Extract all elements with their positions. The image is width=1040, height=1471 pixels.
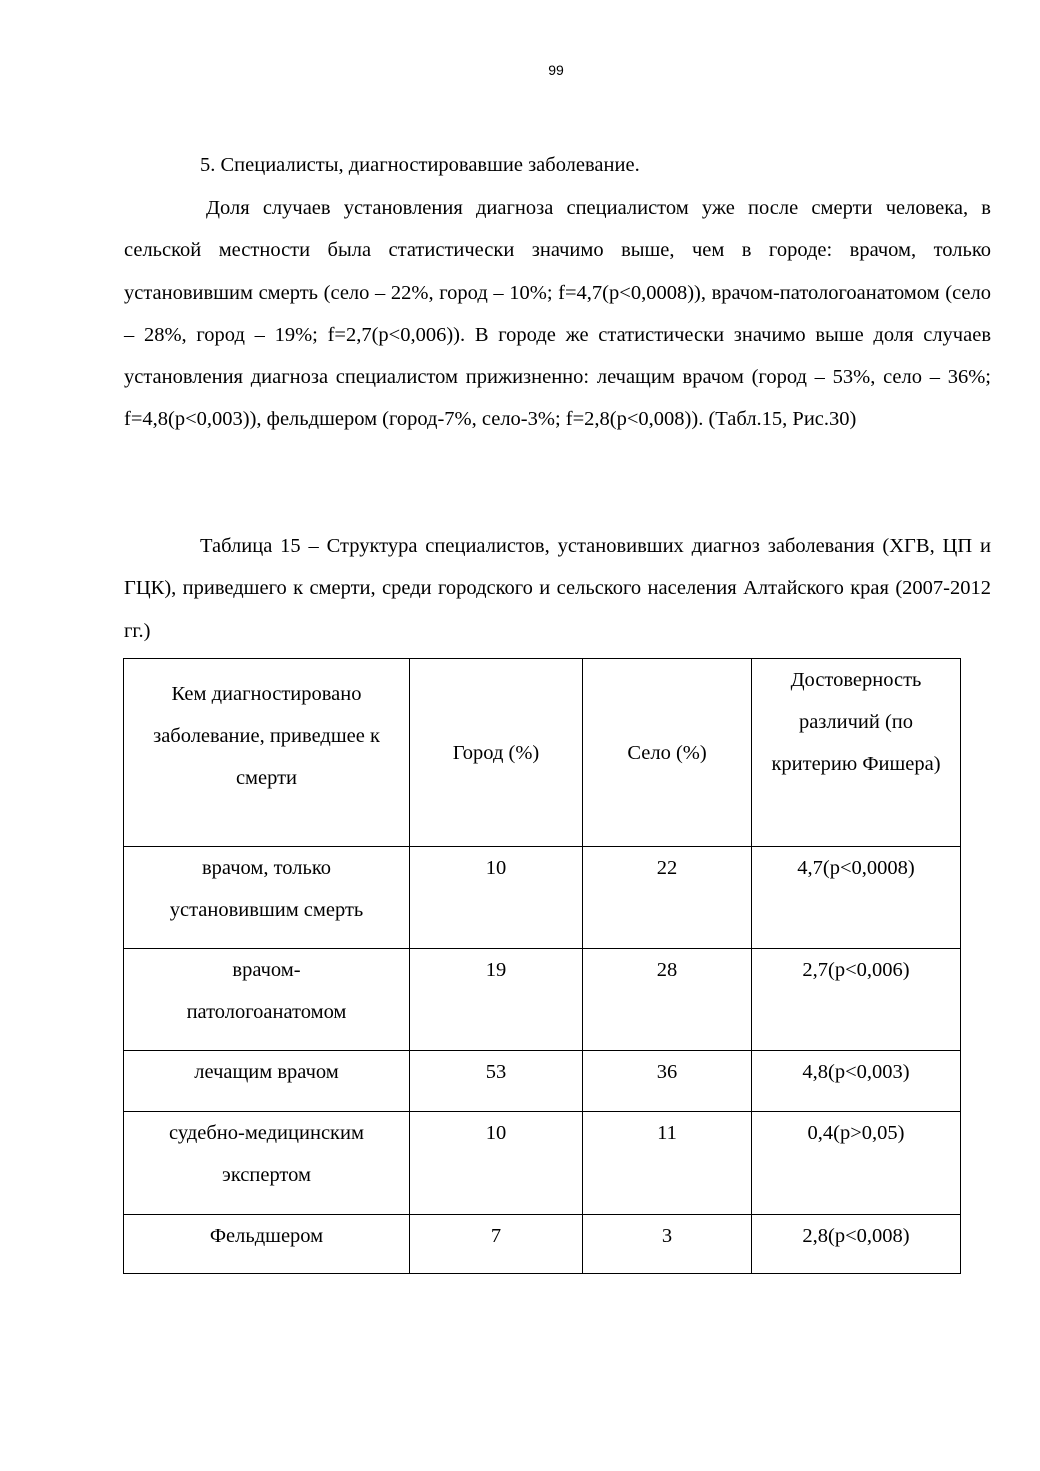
village-value: 36 (583, 1051, 752, 1112)
significance-value: 4,7(р<0,0008) (752, 847, 961, 949)
row-label: судебно-медицинским экспертом (124, 1112, 410, 1215)
section-heading: 5. Специалисты, диагностировавшие заболевание. (200, 154, 640, 176)
table-header-row (124, 659, 961, 847)
city-value: 10 (410, 847, 583, 949)
table-row (124, 1215, 961, 1274)
row-label: лечащим врачом (124, 1051, 410, 1112)
village-value: 22 (583, 847, 752, 949)
city-value: 53 (410, 1051, 583, 1112)
row-label: врачом, только установившим смерть (124, 847, 410, 949)
significance-value: 2,8(р<0,008) (752, 1215, 961, 1274)
village-value: 11 (583, 1112, 752, 1215)
table-row (124, 1051, 961, 1112)
table-row (124, 847, 961, 949)
specialists-table (123, 658, 961, 1274)
body-paragraph: Доля случаев установления диагноза специалистом уже после смерти человека, в сельской местности была статистически значимо выше, чем в городе: врачом, только установившим смерть (село – 22%, город – 10%; f=4,7(р<0,0008)), врачом-патологоанатомом (село – 28%, город – 19%; f=2,7(р<0,006)). В городе же статистически значимо выше доля случаев установления диагноза специалистом прижизненно: лечащим врачом (город – 53%, село – 36%; f=4,8(р<0,003)), фельдшером (город-7%, село-3%; f=2,8(р<0,008)). (Табл.15, Рис.30) (124, 197, 991, 431)
table-row (124, 1112, 961, 1215)
header-cell-diagnosed-by: Кем диагностировано заболевание, приведшее к смерти (124, 659, 410, 847)
city-value: 19 (410, 949, 583, 1051)
village-value: 3 (583, 1215, 752, 1274)
page-number: 99 (548, 62, 564, 78)
significance-value: 4,8(р<0,003) (752, 1051, 961, 1112)
table-caption: Таблица 15 – Структура специалистов, установивших диагноз заболевания (ХГВ, ЦП и ГЦК), приведшего к смерти, среди городского и сельского населения Алтайского края (2007-2012 гг.) (124, 535, 991, 642)
city-value: 7 (410, 1215, 583, 1274)
header-cell-city: Город (%) (410, 659, 583, 847)
row-label: врачом-патологоанатомом (124, 949, 410, 1051)
row-label: Фельдшером (124, 1215, 410, 1274)
village-value: 28 (583, 949, 752, 1051)
significance-value: 0,4(р>0,05) (752, 1112, 961, 1215)
table-row (124, 949, 961, 1051)
city-value: 10 (410, 1112, 583, 1215)
significance-value: 2,7(р<0,006) (752, 949, 961, 1051)
header-cell-village: Село (%) (583, 659, 752, 847)
header-cell-significance: Достоверность различий (по критерию Фишера) (752, 659, 961, 847)
